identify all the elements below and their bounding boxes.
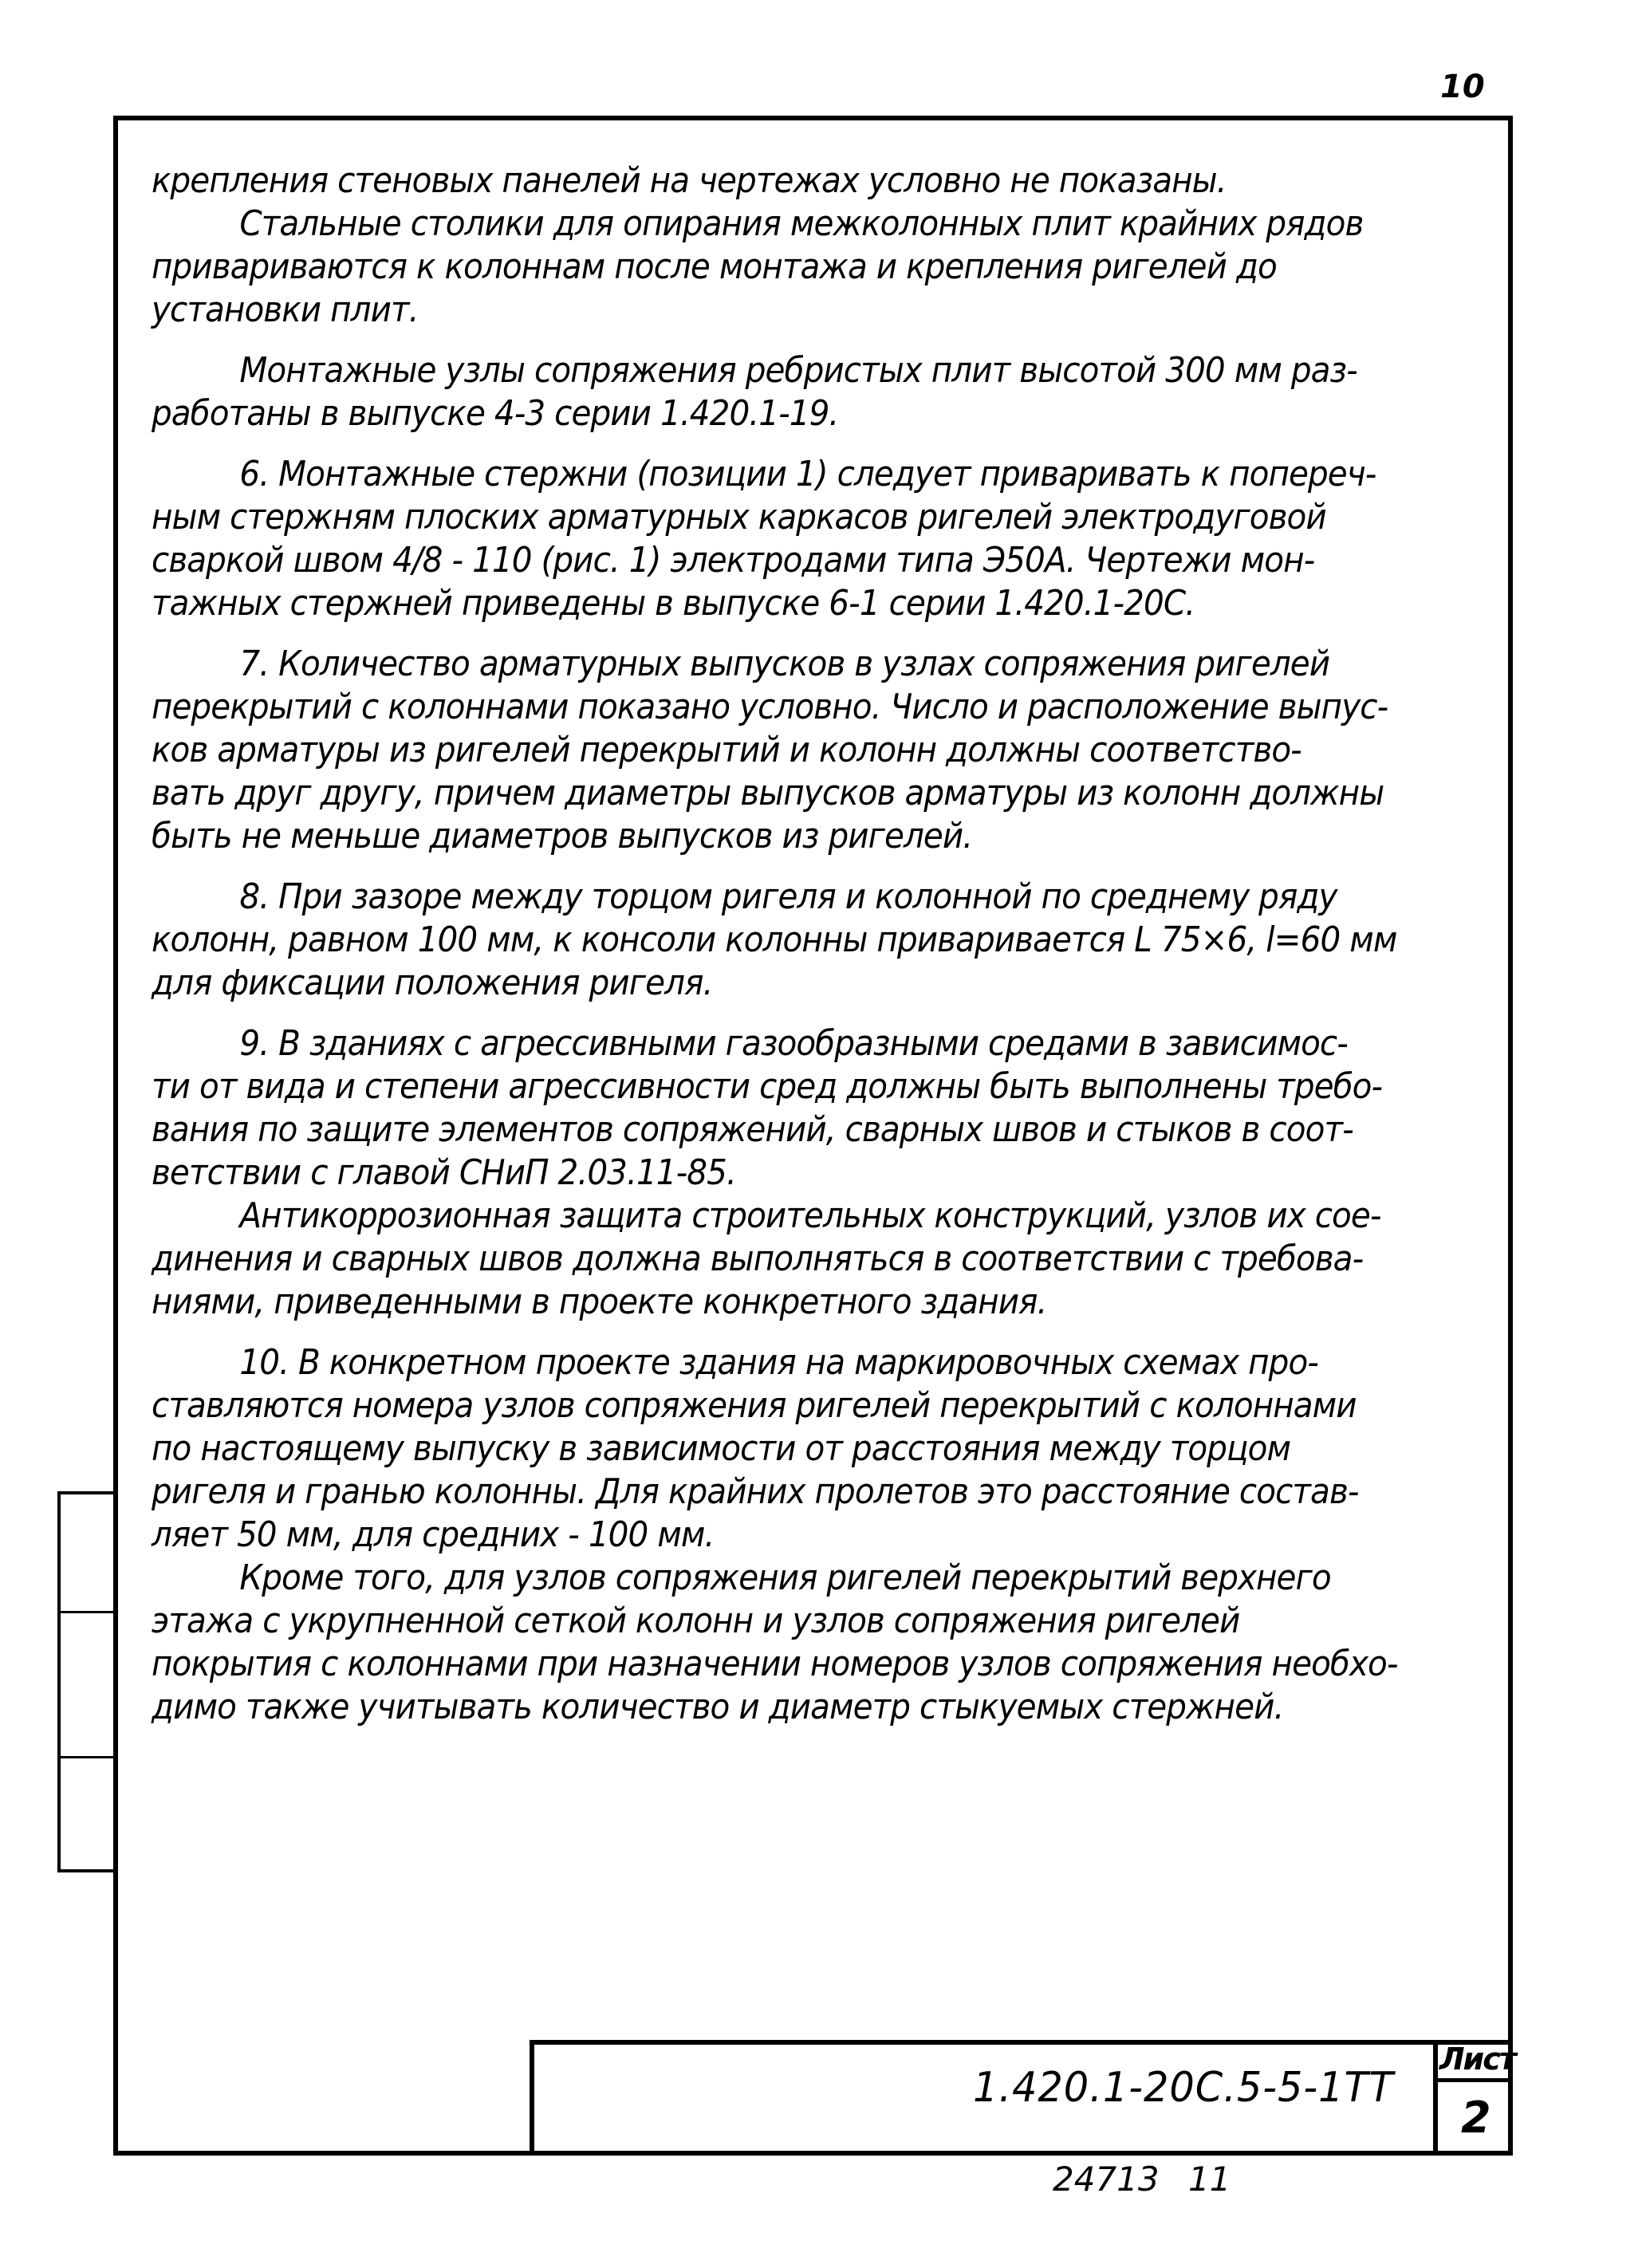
text-line: димо также учитывать количество и диаметр стыкуемых стержней. bbox=[152, 1687, 1284, 1727]
page-number: 10 bbox=[1440, 69, 1485, 105]
text-line: этажа с укрупненной сеткой колонн и узлов сопряжения ригелей bbox=[152, 1601, 1240, 1641]
text-line: для фиксации положения ригеля. bbox=[152, 963, 713, 1003]
archive-number: 24713 bbox=[1053, 2160, 1160, 2199]
text-line: Стальные столики для опирания межколонных плит крайних рядов bbox=[239, 203, 1364, 244]
text-line: Монтажные узлы сопряжения ребристых плит высотой 300 мм раз- bbox=[239, 350, 1357, 391]
text-line: Антикоррозионная защита строительных конструкций, узлов их сое- bbox=[239, 1195, 1381, 1236]
binding-margin-stamp bbox=[57, 1491, 116, 1872]
text-line: динения и сварных швов должна выполняться в соответствии с требова- bbox=[152, 1238, 1364, 1279]
text-line: перекрытий с колоннами показано условно. Число и расположение выпус- bbox=[152, 687, 1388, 727]
sheet-cell-divider bbox=[1433, 2078, 1513, 2082]
text-line: вания по защите элементов сопряжений, сварных швов и стыков в соот- bbox=[152, 1109, 1353, 1150]
text-line: 10. В конкретном проекте здания на маркировочных схемах про- bbox=[239, 1342, 1318, 1383]
text-line: сваркой швом 4/8 - 110 (рис. 1) электродами типа Э50А. Чертежи мон- bbox=[152, 540, 1315, 581]
text-line: быть не меньше диаметров выпусков из ригелей. bbox=[152, 816, 973, 856]
sheet-number: 2 bbox=[1461, 2093, 1491, 2143]
text-line: привариваются к колоннам после монтажа и крепления ригелей до bbox=[152, 246, 1277, 287]
text-line: Кроме того, для узлов сопряжения ригелей перекрытий верхнего bbox=[239, 1557, 1331, 1598]
text-line: ти от вида и степени агрессивности сред должны быть выполнены требо- bbox=[152, 1066, 1383, 1107]
text-line: тажных стержней приведены в выпуске 6-1 серии 1.420.1-20С. bbox=[152, 583, 1195, 624]
document-code: 1.420.1-20С.5-5-1ТТ bbox=[973, 2064, 1394, 2112]
text-line: работаны в выпуске 4-3 серии 1.420.1-19. bbox=[152, 393, 839, 434]
notes-text bbox=[152, 159, 1491, 1729]
text-line: 7. Количество арматурных выпусков в узлах сопряжения ригелей bbox=[239, 644, 1330, 684]
text-line: вать друг другу, причем диаметры выпусков арматуры из колонн должны bbox=[152, 773, 1384, 813]
text-line: ляет 50 мм, для средних - 100 мм. bbox=[152, 1514, 715, 1555]
text-line: установки плит. bbox=[152, 289, 419, 330]
text-line: ригеля и гранью колонны. Для крайних пролетов это расстояние состав- bbox=[152, 1471, 1359, 1512]
text-line: 6. Монтажные стержни (позиции 1) следует приваривать к попереч- bbox=[239, 454, 1376, 494]
text-line: 9. В зданиях с агрессивными газообразными средами в зависимос- bbox=[239, 1023, 1348, 1064]
sheet-label: Лист bbox=[1439, 2042, 1515, 2077]
text-line: 8. При зазоре между торцом ригеля и колонной по среднему ряду bbox=[239, 876, 1337, 917]
text-line: покрытия с колоннами при назначении номеров узлов сопряжения необхо- bbox=[152, 1644, 1398, 1684]
text-line: ветствии с главой СНиП 2.03.11-85. bbox=[152, 1152, 736, 1193]
text-line: крепления стеновых панелей на чертежах условно не показаны. bbox=[152, 160, 1227, 201]
text-line: ков арматуры из ригелей перекрытий и колонн должны соответство- bbox=[152, 730, 1301, 770]
text-line: по настоящему выпуску в зависимости от расстояния между торцом bbox=[152, 1428, 1291, 1469]
text-line: ниями, приведенными в проекте конкретного здания. bbox=[152, 1282, 1047, 1322]
text-line: колонн, равном 100 мм, к консоли колонны приваривается L 75×6, l=60 мм bbox=[152, 919, 1397, 960]
text-line: ным стержням плоских арматурных каркасов ригелей электродуговой bbox=[152, 497, 1326, 537]
margin-divider bbox=[61, 1611, 116, 1613]
margin-divider bbox=[61, 1756, 116, 1758]
text-line: ставляются номера узлов сопряжения ригелей перекрытий с колоннами bbox=[152, 1385, 1357, 1426]
archive-sheet-number: 11 bbox=[1188, 2160, 1231, 2199]
